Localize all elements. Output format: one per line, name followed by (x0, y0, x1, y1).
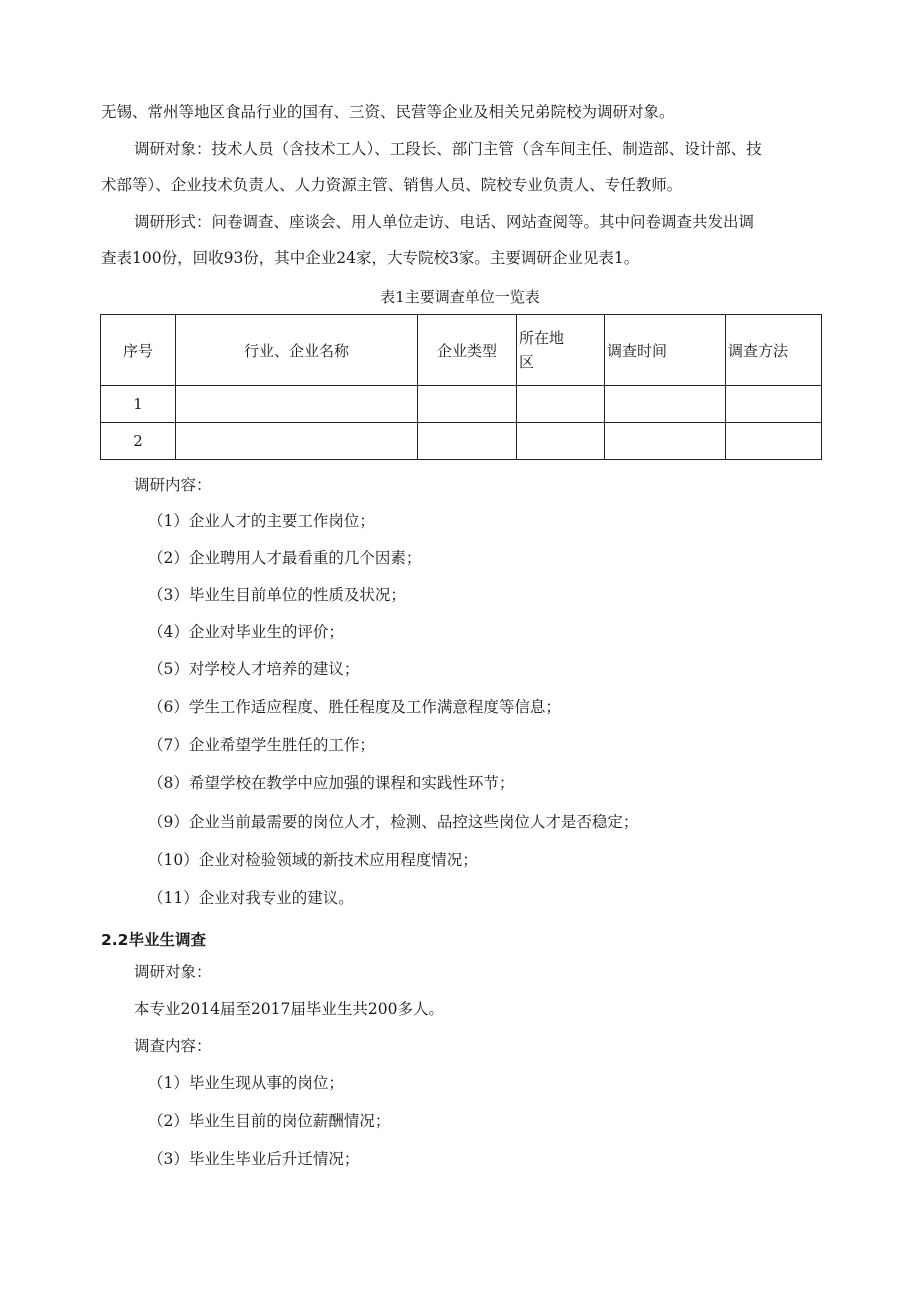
table-cell (605, 386, 726, 423)
list-item: （2）企业聘用人才最看重的几个因素； (148, 549, 422, 567)
graduate-object-label: 调研对象： (134, 963, 212, 981)
list-item: （5）对学校人才培养的建议； (148, 660, 360, 678)
section-heading-graduate-survey: 2.2毕业生调查 (101, 931, 206, 949)
table-cell (418, 386, 517, 423)
header-region-line2: 区 (519, 353, 535, 371)
paragraph-survey-objects-line1: 调研对象：技术人员（含技术工人）、工段长、部门主管（含车间主任、制造部、设计部、技 (134, 140, 762, 158)
table-cell (605, 423, 726, 460)
table-cell-serial: 2 (101, 423, 176, 460)
paragraph-survey-objects-line2: 术部等）、企业技术负责人、人力资源主管、销售人员、院校专业负责人、专任教师。 (101, 176, 683, 194)
header-survey-time: 调查时间 (605, 315, 726, 386)
table-cell (418, 423, 517, 460)
header-region (517, 315, 605, 386)
list-item: （11）企业对我专业的建议。 (148, 889, 354, 907)
table-row (101, 423, 822, 460)
table-row (101, 386, 822, 423)
list-item: （9）企业当前最需要的岗位人才，检测、品控这些岗位人才是否稳定； (148, 813, 639, 831)
table-cell (726, 386, 822, 423)
table-cell (176, 423, 418, 460)
paragraph-survey-targets: 无锡、常州等地区食品行业的国有、三资、民营等企业及相关兄弟院校为调研对象。 (101, 103, 675, 121)
table-cell (176, 386, 418, 423)
list-item: （1）企业人才的主要工作岗位； (148, 512, 375, 530)
table-cell-serial: 1 (101, 386, 176, 423)
list-item: （3）毕业生目前单位的性质及状况； (148, 586, 406, 604)
header-company-name: 行业、企业名称 (176, 315, 418, 386)
content-heading: 调研内容： (134, 476, 212, 494)
list-item: （4）企业对毕业生的评价； (148, 623, 344, 641)
header-survey-method: 调查方法 (726, 315, 822, 386)
list-item: （3）毕业生毕业后升迁情况； (148, 1150, 360, 1168)
list-item: （8）希望学校在教学中应加强的课程和实践性环节； (148, 774, 515, 792)
header-region-line1: 所在地 (519, 329, 565, 347)
graduate-object-text: 本专业2014届至2017届毕业生共200多人。 (134, 1000, 444, 1018)
table-cell (726, 423, 822, 460)
table-cell (517, 386, 605, 423)
table-caption: 表1主要调查单位一览表 (380, 288, 540, 306)
table-cell (517, 423, 605, 460)
paragraph-survey-forms-line2: 查表100份，回收93份，其中企业24家，大专院校3家。主要调研企业见表1。 (101, 249, 640, 267)
list-item: （6）学生工作适应程度、胜任程度及工作满意程度等信息； (148, 698, 561, 716)
list-item: （7）企业希望学生胜任的工作； (148, 736, 375, 754)
paragraph-survey-forms-line1: 调研形式：问卷调查、座谈会、用人单位走访、电话、网站查阅等。其中问卷调查共发出调 (134, 213, 755, 231)
header-company-type: 企业类型 (418, 315, 517, 386)
list-item: （2）毕业生目前的岗位薪酬情况； (148, 1112, 391, 1130)
list-item: （1）毕业生现从事的岗位； (148, 1074, 344, 1092)
table-header-row (101, 315, 822, 386)
survey-units-table (100, 314, 822, 460)
header-serial: 序号 (101, 315, 176, 386)
list-item: （10）企业对检验领域的新技术应用程度情况； (148, 851, 478, 869)
graduate-content-label: 调查内容： (134, 1037, 212, 1055)
